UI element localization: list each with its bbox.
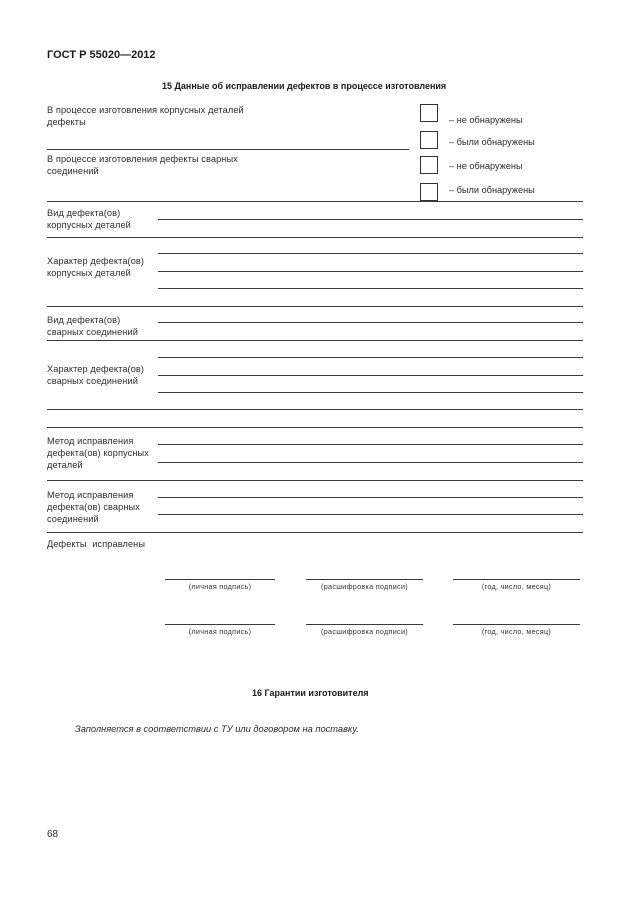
option-body-not-found: – не обнаружены [449, 115, 523, 125]
defect-nature-body-line-1[interactable] [158, 253, 583, 254]
checkbox-body-found[interactable] [420, 131, 438, 149]
defect-nature-weld-line-3[interactable] [158, 392, 583, 393]
defect-nature-body-line-3[interactable] [158, 288, 583, 289]
fix-method-body-label: Метод исправления дефекта(ов) корпусных деталей [47, 436, 149, 470]
defects-fixed-label: Дефекты исправлены [47, 539, 146, 549]
defect-type-body-line-2[interactable] [47, 237, 583, 238]
defect-type-weld-label: Вид дефекта(ов) сварных соединений [47, 315, 138, 337]
defect-nature-body-line-4[interactable] [47, 306, 583, 307]
defect-nature-weld-line-2[interactable] [158, 375, 583, 376]
fix-method-weld-line-3[interactable] [47, 532, 583, 533]
checkbox-body-not-found[interactable] [420, 104, 438, 122]
fix-method-body-line-1[interactable] [158, 444, 583, 445]
fix-method-weld-label: Метод исправления дефекта(ов) сварных соединений [47, 490, 140, 524]
caption-signature-decode: (расшифровка подписи) [321, 582, 408, 591]
signature-line-date-1[interactable] [453, 579, 580, 580]
page-number: 68 [47, 829, 59, 840]
caption-personal-signature: (личная подпись) [188, 582, 252, 591]
signature-line-date-2[interactable] [453, 624, 580, 625]
body-parts-defects-question: В процессе изготовления корпусных деталей дефекты [47, 105, 244, 127]
checkbox-weld-not-found[interactable] [420, 156, 438, 174]
fix-method-body-line-2[interactable] [158, 462, 583, 463]
weld-defects-question: В процессе изготовления дефекты сварных соединений [47, 154, 238, 176]
guarantee-note: Заполняется в соответствии с ТУ или договором на поставку. [75, 724, 359, 734]
defect-type-weld-line-2[interactable] [47, 340, 583, 341]
signature-line-personal-1[interactable] [165, 579, 275, 580]
signature-line-decode-2[interactable] [306, 624, 423, 625]
option-weld-found: – были обнаружены [449, 185, 535, 195]
section-divider [47, 201, 583, 202]
defect-type-weld-line[interactable] [158, 322, 583, 323]
fix-method-weld-line-2[interactable] [158, 514, 583, 515]
document-header: ГОСТ Р 55020—2012 [47, 49, 156, 61]
section-16-title: 16 Гарантии изготовителя [252, 688, 369, 698]
defect-nature-weld-line-4[interactable] [47, 409, 583, 410]
defect-nature-body-label: Характер дефекта(ов) корпусных деталей [47, 256, 145, 278]
defect-type-body-label: Вид дефекта(ов) корпусных деталей [47, 208, 131, 230]
defect-nature-body-line-2[interactable] [158, 271, 583, 272]
caption-signature-decode: (расшифровка подписи) [321, 627, 408, 636]
fix-method-body-line-3[interactable] [47, 480, 583, 481]
question-divider [47, 149, 409, 150]
defect-type-body-line[interactable] [158, 219, 583, 220]
caption-personal-signature: (личная подпись) [188, 627, 252, 636]
defect-nature-weld-label: Характер дефекта(ов) сварных соединений [47, 364, 145, 386]
checkbox-weld-found[interactable] [420, 183, 438, 201]
option-weld-not-found: – не обнаружены [449, 161, 523, 171]
signature-line-personal-2[interactable] [165, 624, 275, 625]
fix-method-weld-line-1[interactable] [158, 497, 583, 498]
section-15-title: 15 Данные об исправлении дефектов в процессе изготовления [162, 81, 447, 91]
caption-date: (год, число, месяц) [481, 627, 552, 636]
caption-date: (год, число, месяц) [481, 582, 552, 591]
option-body-found: – были обнаружены [449, 137, 535, 147]
defect-nature-weld-line-1[interactable] [158, 357, 583, 358]
signature-line-decode-1[interactable] [306, 579, 423, 580]
defect-nature-weld-line-5[interactable] [47, 427, 583, 428]
